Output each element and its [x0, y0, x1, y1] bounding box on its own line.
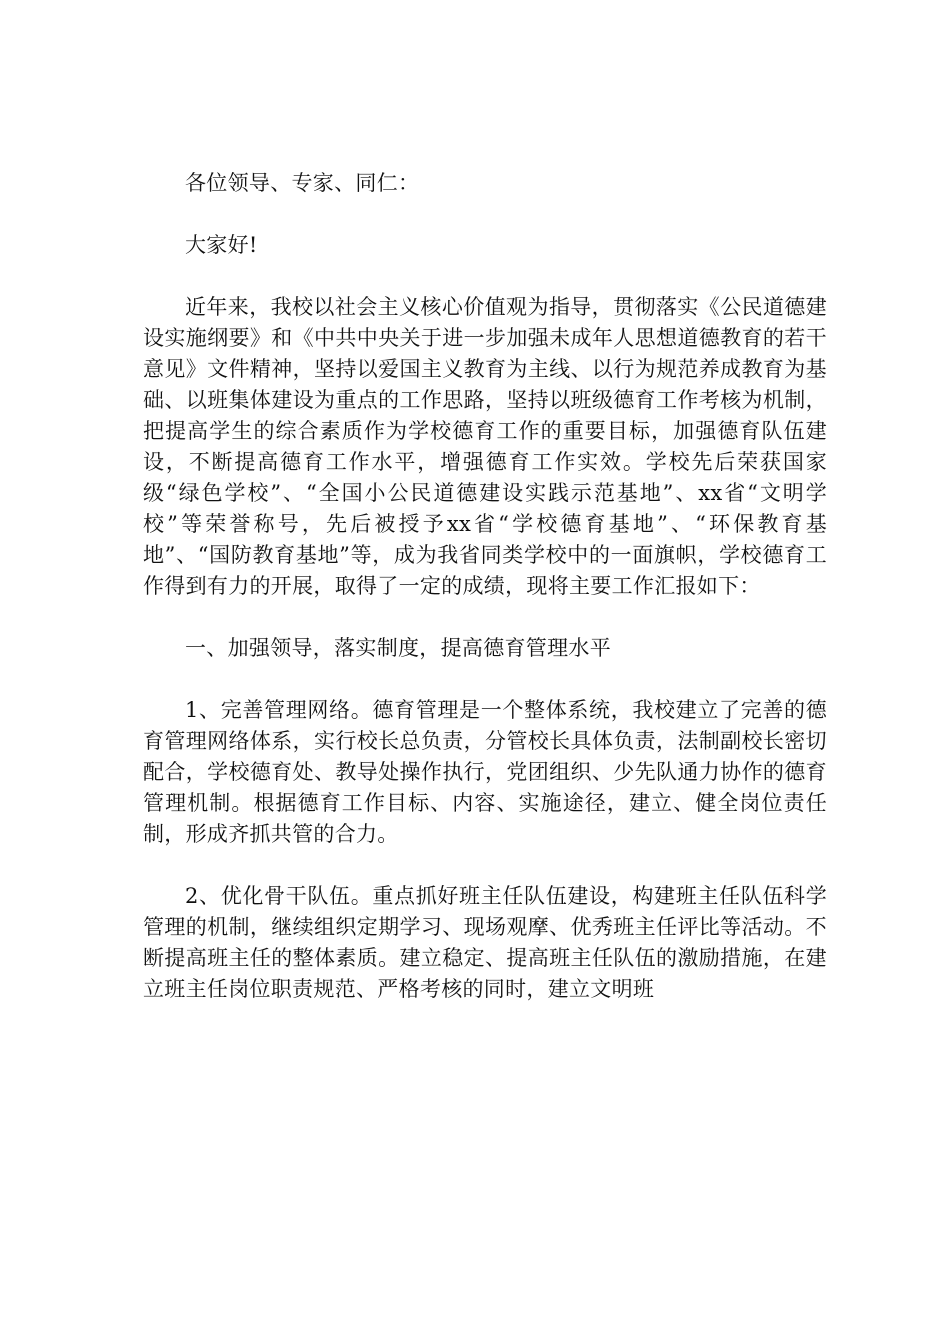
intro-paragraph: 近年来，我校以社会主义核心价值观为指导，贯彻落实《公民道德建设实施纲要》和《中共中央关于进一步加强未成年人思想道德教育的若干意见》文件精神，坚持以爱国主义教育为主线、以行为规范养成教育为基础、以班集体建设为重点的工作思路，坚持以班级德育工作考核为机制，把提高学生的综合素质作为学校德育工作的重要目标，加强德育队伍建设，不断提高德育工作水平，增强德育工作实效。学校先后荣获国家级“绿色学校”、“全国小公民道德建设实践示范基地”、xx省“文明学校”等荣誉称号，先后被授予xx省“学校德育基地”、“环保教育基地”、“国防教育基地”等，成为我省同类学校中的一面旗帜，学校德育工作得到有力的开展，取得了一定的成绩，现将主要工作汇报如下：: [143, 295, 827, 598]
item-paragraph-2: 2、优化骨干队伍。重点抓好班主任队伍建设，构建班主任队伍科学管理的机制，继续组织定期学习、现场观摩、优秀班主任评比等活动。不断提高班主任的整体素质。建立稳定、提高班主任队伍的激励措施，在建立班主任岗位职责规范、严格考核的同时，建立文明班: [143, 884, 827, 1001]
salutation: 各位领导、专家、同仁：: [185, 171, 420, 195]
greeting: 大家好!: [185, 233, 258, 257]
item-paragraph-1: 1、完善管理网络。德育管理是一个整体系统，我校建立了完善的德育管理网络体系，实行校长总负责，分管校长具体负责，法制副校长密切配合，学校德育处、教导处操作执行，党团组织、少先队通力协作的德育管理机制。根据德育工作目标、内容、实施途径，建立、健全岗位责任制，形成齐抓共管的合力。: [143, 698, 827, 846]
section-heading: 一、加强领导，落实制度，提高德育管理水平: [185, 636, 611, 660]
document-body: [143, 168, 827, 1036]
